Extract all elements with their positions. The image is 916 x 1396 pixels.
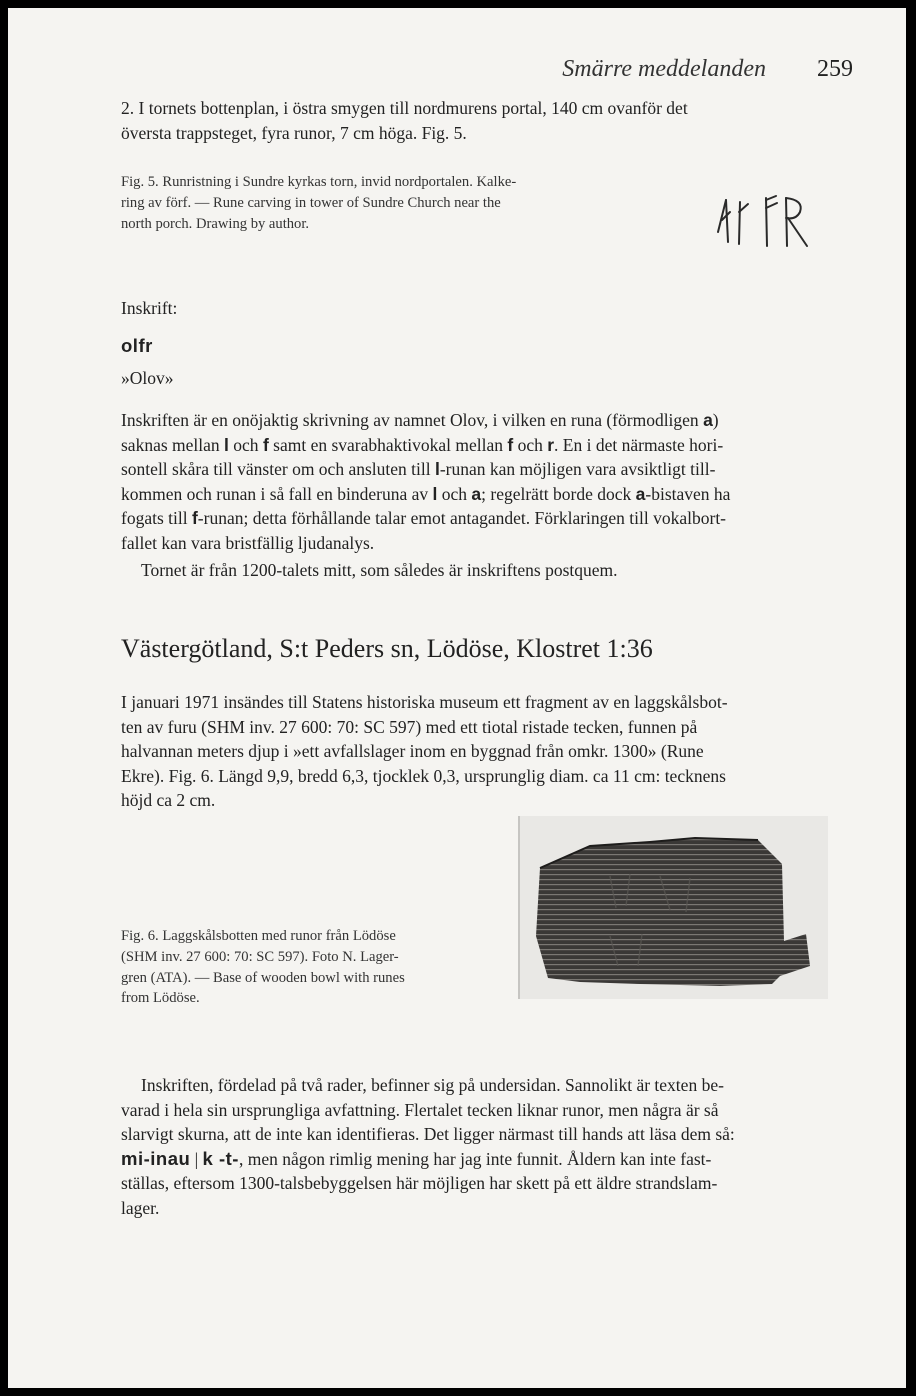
text-line: saknas mellan l och f samt en svarabhaktivokal mellan f och r. En i det närmaste hori- bbox=[121, 434, 724, 455]
text-line: mi-inau | k -t-, men någon rimlig mening har jag inte funnit. Åldern kan inte fast- bbox=[121, 1147, 712, 1169]
text-line: Inskriften, fördelad på två rader, befinner sig på undersidan. Sannolikt är texten be- bbox=[141, 1075, 724, 1095]
runic-inscription-sketch-icon bbox=[714, 190, 832, 250]
page-number: 259 bbox=[817, 56, 853, 82]
closing-paragraph bbox=[121, 1073, 827, 1221]
caption-line: from Lödöse. bbox=[121, 990, 200, 1007]
text-line: fogats till f-runan; detta förhållande talar emot antagandet. Förklaringen till vokalbort- bbox=[121, 508, 727, 529]
text-line: ställas, eftersom 1300-talsbebyggelsen här möjligen har skett på ett äldre strandslam- bbox=[121, 1173, 718, 1194]
text-line: sontell skåra till vänster om och ansluten till l-runan kan möjligen vara avsiktligt till- bbox=[121, 459, 716, 480]
caption-line: ring av förf. — Rune carving in tower of Sundre Church near the bbox=[121, 194, 501, 211]
text-line: fallet kan vara bristfällig ljudanalys. bbox=[121, 532, 375, 553]
page bbox=[8, 8, 906, 1388]
wooden-bowl-fragment-photo-icon bbox=[518, 816, 828, 999]
text-line: lager. bbox=[121, 1197, 160, 1218]
inscription-transliteration: olfr bbox=[121, 335, 153, 356]
fig6-caption bbox=[121, 926, 405, 1009]
text-line: I januari 1971 insändes till Statens historiska museum ett fragment av en laggskålsbot- bbox=[121, 692, 728, 712]
text-line: halvannan meters djup i »ett avfallslager inom en byggnad från omkr. 1300» (Rune bbox=[121, 741, 704, 762]
text-line: varad i hela sin ursprungliga avfattning. Flertalet tecken liknar runor, men några är så bbox=[121, 1099, 719, 1120]
tower-date-paragraph: Tornet är från 1200-talets mitt, som således är inskriftens postquem. bbox=[141, 560, 618, 580]
text-line: ten av furu (SHM inv. 27 600: 70: SC 597) med ett tiotal ristade tecken, funnen på bbox=[121, 716, 698, 737]
inscription-label: Inskrift: bbox=[121, 298, 178, 318]
find-report-paragraph bbox=[121, 690, 827, 813]
text-line: Ekre). Fig. 6. Längd 9,9, bredd 6,3, tjocklek 0,3, ursprunglig diam. ca 11 cm: tecknens bbox=[121, 765, 726, 786]
text-line: kommen och runan i så fall en binderuna av l och a; regelrätt borde dock a-bistaven ha bbox=[121, 483, 731, 504]
text-line: översta trappsteget, fyra runor, 7 cm höga. Fig. 5. bbox=[121, 122, 467, 143]
caption-line: Fig. 5. Runristning i Sundre kyrkas torn, invid nordportalen. Kalke- bbox=[121, 174, 517, 190]
section-heading: Västergötland, S:t Peders sn, Lödöse, Klostret 1:36 bbox=[121, 634, 653, 663]
fig5-caption bbox=[121, 172, 516, 234]
text-line: slarvigt skurna, att de inte kan identifieras. Det ligger närmast till hands att läsa dem så: bbox=[121, 1124, 735, 1145]
running-title: Smärre meddelanden bbox=[562, 56, 766, 82]
caption-line: Fig. 6. Laggskålsbotten med runor från Lödöse bbox=[121, 928, 396, 944]
caption-line: gren (ATA). — Base of wooden bowl with runes bbox=[121, 969, 405, 986]
caption-line: north porch. Drawing by author. bbox=[121, 215, 310, 232]
text-line: höjd ca 2 cm. bbox=[121, 790, 216, 811]
inscription-reading: »Olov» bbox=[121, 368, 174, 388]
caption-line: (SHM inv. 27 600: 70: SC 597). Foto N. Lager- bbox=[121, 948, 399, 965]
item-2-paragraph bbox=[121, 96, 827, 145]
text-line: 2. I tornets bottenplan, i östra smygen till nordmurens portal, 140 cm ovanför det bbox=[121, 98, 688, 118]
commentary-paragraph bbox=[121, 408, 827, 556]
text-line: Inskriften är en onöjaktig skrivning av namnet Olov, i vilken en runa (förmodligen a) bbox=[121, 410, 719, 430]
